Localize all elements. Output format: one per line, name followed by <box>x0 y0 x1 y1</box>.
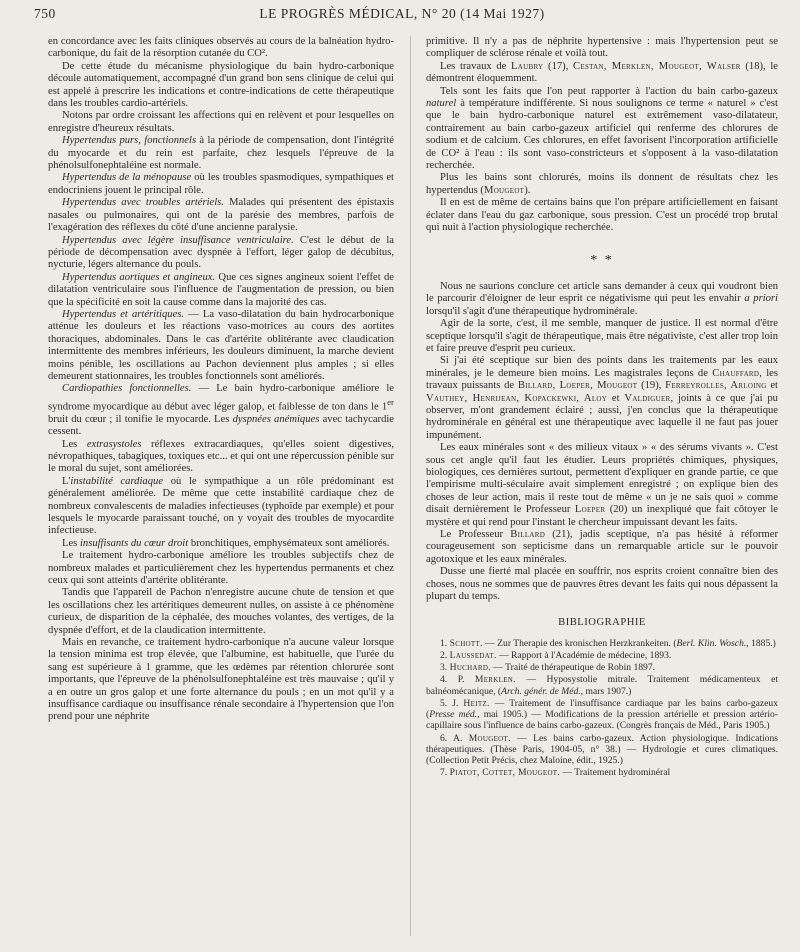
left-column-paragraph: Mais en revanche, ce traitement hydro-carbonique n'a aucune valeur lorsque la tension minima est trop élevée, que l'albumine, est habituelle, que l'urée du sang est supérieure à 1 gramme, que les œdèmes par rétention chlorurée sont importants, que l'épreuve de la phénolsulfonephtaléine est très mauvaise ; qu'il y a en outre un gros galop et une forte alternance du pouls ; en un mot qu'il y a insuffisance cardiaque ou insuffisance rénale secondaire à l'hypertension que l'on prend pour une néphrite <box>48 637 394 723</box>
section-separator: * * <box>590 252 614 268</box>
left-column-paragraph: Les extrasystoles réflexes extracardiaques, qu'elles soient digestives, névropathiques, tabagiques, toxiques etc... et qui ont une répercussion pénible sur le moral du sujet, sont améliorées. <box>48 438 394 475</box>
bibliography-entry: 2. Laussedat. — Rapport à l'Académie de médecine, 1893. <box>440 650 672 662</box>
left-column <box>48 36 394 724</box>
left-column-paragraph: Hypertendus et artéritiques. — La vaso-dilatation du bain hydrocarbonique atténue les douleurs et les réactions vaso-motrices au cours des aortites thoraciques, abdominales. Dans le cas d'artérite oblitérante avec claudication intermittente des membres inférieurs, les douleurs diminuent, la marche devient moins pénible, les oscillations au Pachon deviennent plus amples ; si elles demeurent stationnaires, les troubles fonctionnels sont améliorés. <box>48 308 394 382</box>
right-column-paragraph: Les eaux minérales sont « des milieux vitaux » « des sérums vivants ». C'est sous cet angle qu'il faut les étudier. Leurs propriétés chimiques, physiques, biologiques, ces dernières surtout, permettent d'expliquer en grande partie, ce que l'empirisme multi-séculaire avait simplement enregistré ; on explique bien des choses de leur action, mais il reste tout de même « un je ne sais quoi » comme disait dernièrement le Professeur Loeper (20) un inexpliqué que fait côtoyer le mystère et qui rend pour l'instant le chercheur impuissant devant les faits. <box>426 442 778 528</box>
bibliography-list <box>426 638 778 778</box>
journal-title: LE PROGRÈS MÉDICAL, N° 20 (14 Mai 1927) <box>259 6 545 21</box>
bibliography-entry: 3. Huchard. — Traité de thérapeutique de Robin 1897. <box>440 662 656 674</box>
page-header <box>34 6 770 28</box>
left-column-paragraph: L'instabilité cardiaque où le sympathique a un rôle prédominant est généralement améliorée. De même que cette instabilité cardiaque chez de nombreux convalescents de maladies infectieuses (typhoïde par exemple) et pour lesquels le myocarde paraissant touché, on y voyait des troubles de myocardite infectieuse. <box>48 475 394 537</box>
left-column-paragraph: Notons par ordre croissant les affections qui en relèvent et pour lesquelles on enregistre d'heureux résultats. <box>48 110 394 134</box>
bibliography-entry: 5. J. Heitz. — Traitement de l'insuffisance cardiaque par les bains carbo-gazeux (Presse méd., mai 1905.) — Modifications de la pression artérielle et pression artério-capillaire sous l'influence de bains carbo-gazeux. (Congrès français de Méd., Paris 1905.) <box>426 697 778 732</box>
right-column-paragraph: Il en est de même de certains bains que l'on prépare artificiellement en faisant éclater dans l'eau du gaz carbonique, sous pression. C'est un procédé trop brutal qui nuit à l'action physiologique recherchée. <box>426 197 778 234</box>
right-column-paragraph: Tels sont les faits que l'on peut rapporter à l'action du bain carbo-gazeux naturel à température indifférente. Si nous soulignons ce terme « naturel » c'est que le bain hydro-carbonique naturel est extrêmement vaso-dilatateur, contrairement au bain carbo-gazeux artificiel qui renferme des chlorures de sodium et de calcium. Ces chlorures, en effet favorisent l'incorporation artificielle de CO² à l'eau : ils sont vaso-constricteurs et s'opposent à la vaso-dilatation recherchée. <box>426 85 778 172</box>
left-column-paragraph: Cardiopathies fonctionnelles. — Le bain hydro-carbonique améliore le syndrome myocardique au début avec léger galop, et faiblesse de ton dans le 1er bruit du cœur ; il tonifie le myocarde. Les dyspnées anémiques avec tachycardie cessent. <box>48 383 395 438</box>
left-column-paragraph: Hypertendus aortiques et angineux. Que ces signes angineux soient l'effet de dilatation ventriculaire sous l'influence de l'augmentation de pression, ou bien que la spécificité en soit la cause comme dans la majorité des cas. <box>48 271 394 308</box>
bibliography-entry: 7. Piatot, Cottet, Mougeot. — Traitement hydrominéral <box>440 767 671 779</box>
right-column-paragraph: Les travaux de Laubry (17), Cestan, Merklen, Mougeot, Walser (18), le démontrent éloquemment. <box>426 60 778 85</box>
left-column-paragraph: en concordance avec les faits cliniques observés au cours de la balnéation hydro-carbonique, du fait de la résorption cutanée du CO². <box>48 36 394 60</box>
right-column-paragraph: Agir de la sorte, c'est, il me semble, manquer de justice. Il est normal d'être sceptique lorsqu'il s'agit de thérapeutique, mais être négativiste, c'est aller trop loin et faire preuve d'esprit peu curieux. <box>426 318 778 354</box>
bibliography-entry: 4. P. Merklen. — Hyposystolie mitrale. Traitement médicamenteux et balnéomécanique, (Arch. génér. de Méd., mars 1907.) <box>426 674 778 697</box>
right-column-paragraph: Le Professeur Billard (21), jadis sceptique, n'a pas hésité à réformer courageusement son septicisme dans un remarquable article sur le pouvoir agotoxique et les eaux minérales. <box>426 529 778 565</box>
bibliography-title: BIBLIOGRAPHIE <box>558 617 646 629</box>
left-column-paragraph: Le traitement hydro-carbonique améliore les troubles subjectifs chez de nombreux malades et particulièrement chez les hypertendus permanents et chez ceux qui sont atteints d'artérite oblitérante. <box>48 550 394 586</box>
bibliography-entry: 1. Schott. — Zur Therapie des kronischen Herzkrankeiten. (Berl. Klin. Wosch., 1885.) <box>440 637 776 649</box>
left-column-paragraph: Hypertendus purs, fonctionnels à la période de compensation, dont l'intégrité du myocarde et du rein est parfaite, chez lesquels l'épreuve de la phénolsulfonephtaléine est normale. <box>48 135 395 172</box>
left-column-paragraph: Hypertendus avec légère insuffisance ventriculaire. C'est le début de la période de décompensation avec dyspnée à l'effort, léger galop de décubitus, nycturie, légers alternance du pouls. <box>48 234 394 271</box>
column-divider <box>410 36 411 936</box>
left-column-paragraph: Hypertendus de la ménopause où les troubles spasmodiques, sympathiques et endocriniens jouent le principal rôle. <box>48 172 394 196</box>
left-column-paragraph: De cette étude du mécanisme physiologique du bain hydro-carbonique découle automatiquement, accompagné d'un grand bon sens clinique de celui qui est appelé à prescrire les indications et contre-indications de cette thérapeutique dans les troubles cardio-artériels. <box>48 60 394 110</box>
right-column-paragraph: Dusse une fierté mal placée en souffrir, nos esprits croient connaître bien des choses, nous ne sommes que de pauvres êtres devant les faits qui nous dépassent la plupart du temps. <box>426 566 778 603</box>
page-number: 750 <box>34 6 56 21</box>
left-column-paragraph: Hypertendus avec troubles artériels. Malades qui présentent des épistaxis nasales ou pulmonaires, qui ont de la parésie des membres, parfois de l'exagération des réflexes du côté d'une ancienne paralysie. <box>48 197 394 234</box>
left-column-paragraph: Les insuffisants du cœur droit bronchitiques, emphysémateux sont améliorés. <box>62 537 390 549</box>
right-column-paragraph: Plus les bains sont chlorurés, moins ils donnent de résultats chez les hypertendus (Mougeot). <box>426 172 778 196</box>
bibliography-entry: 6. A. Mougeot. — Les bains carbo-gazeux. Action physiologique. Indications thérapeutiques. (Thèse Paris, 1904-05, n° 38.) — Hydrologie et cures climatiques. (Collection Petit Précis, chez Maloine, édit., 1925.) <box>426 732 778 766</box>
right-column-paragraph: primitive. Il n'y a pas de néphrite hypertensive : mais l'hypertension peut se compliquer de sclérose rénale et voilà tout. <box>426 36 778 60</box>
right-column-paragraph: Nous ne saurions conclure cet article sans demander à ceux qui voudront bien le parcourir d'éloigner de leur esprit ce négativisme qui peut les envahir a priori lorsqu'il s'agit d'une thérapeutique hydrominérale. <box>426 280 779 317</box>
right-column-paragraph: Si j'ai été sceptique sur bien des points dans les traitements par les eaux minérales, je le demeure bien moins. Les magistrales leçons de Chauffard, les travaux puissants de Billard, Loeper, Mougeot (19), Ferreyrolles, Arloing et Vauthey, Henrijean, Kopackewki, Aloy et Valdiguer, joints à ce que j'ai pu observer, m'ont grandement éclairé ; aussi, j'en conclus que la thérapeutique hydrominérale en général est une thérapeutique avec laquelle il ne faut pas jouer impunément. <box>426 355 779 441</box>
right-column-body <box>426 36 778 603</box>
right-column <box>426 36 778 779</box>
left-column-paragraph: Tandis que l'appareil de Pachon n'enregistre aucune chute de tension et que les oscillations chez les artéritiques demeurent nulles, on assiste à ce phénomène curieux, de disparition de la céphalée, des mouches volantes, des vertiges, de la dyspnée d'effort, et de la claudication intermittente. <box>48 587 394 636</box>
